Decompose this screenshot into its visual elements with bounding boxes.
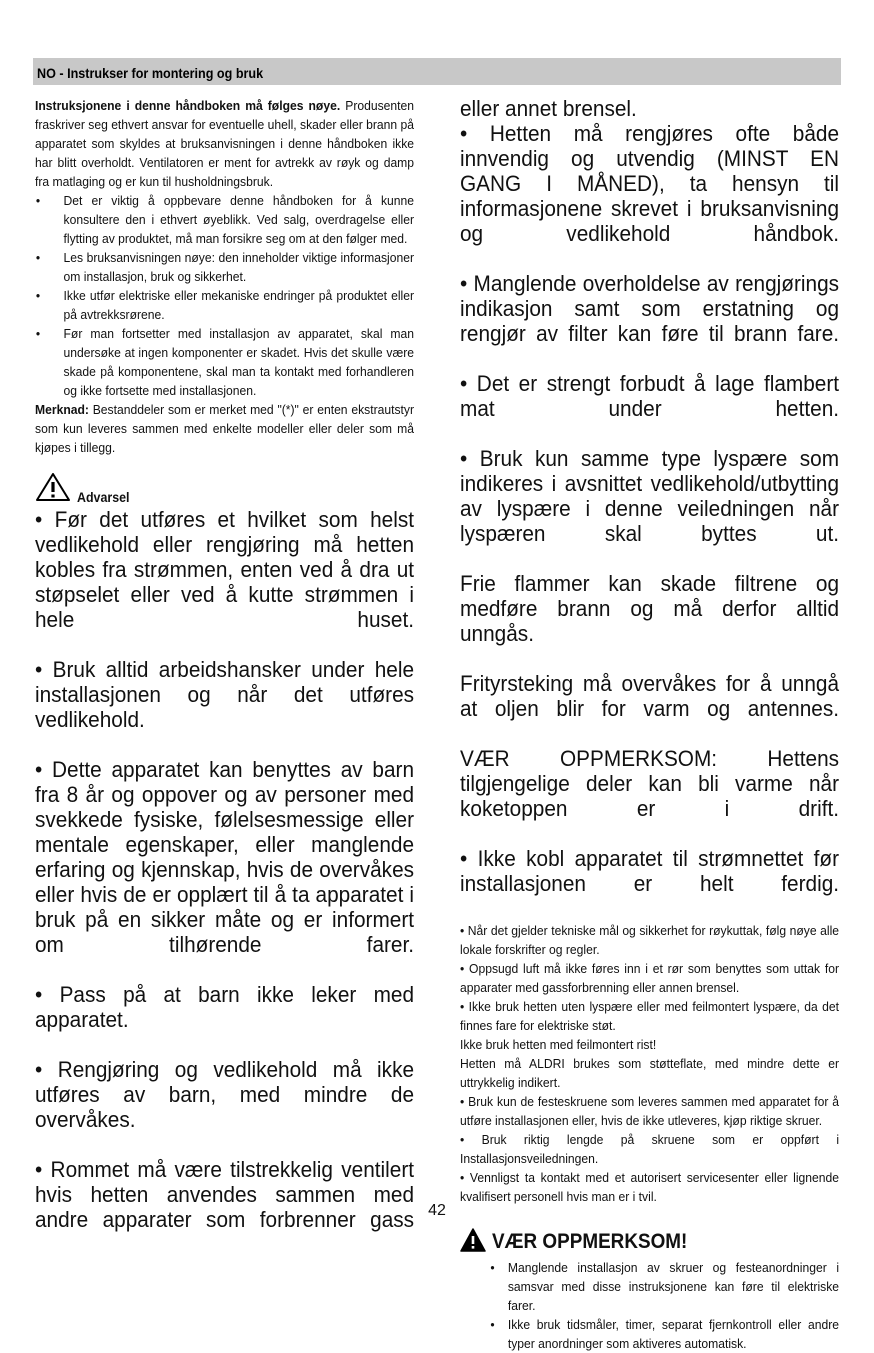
warning-paragraph: • Dette apparatet kan benyttes av barn fra 8 år og oppover og av personer med svekkede fysiske, følelsesmessige eller mentale egenskaper, eller manglende erfaring og kjennskap, hvis de overvåkes eller hvis de er opplært til å ta apparatet i bruk på en sikker måte og er informert om tilhørende farer. xyxy=(35,757,415,957)
warning-paragraph: Frityrsteking må overvåkes for å unngå at oljen blir for varm og antennes. xyxy=(460,671,840,721)
bullet-text: Det er viktig å oppbevare denne håndboken for å kunne konsultere den i ethvert øyeblikk. Ved salg, overdragelse eller flytting av produktet, må man forsikre seg om at den følger med. xyxy=(63,193,415,246)
note-line: • Ikke bruk hetten uten lyspære eller med feilmontert lyspære, da det finnes fare for elektriske støt. xyxy=(460,999,840,1033)
note-line: Hetten må ALDRI brukes som støtteflate, med mindre dette er uttrykkelig indikert. xyxy=(460,1056,840,1090)
left-column xyxy=(35,96,414,1257)
intro-bullet xyxy=(35,286,414,324)
attention-heading xyxy=(460,1228,839,1256)
note-line: • Bruk kun de festeskruene som leveres sammen med apparatet for å utføre installasjonen eller, hvis de ikke utleveres, kjøp riktige skruer. xyxy=(460,1094,840,1128)
note-line: • Oppsugd luft må ikke føres inn i et rør som benyttes som uttak for apparater med gassforbrenning eller annen brensel. xyxy=(460,961,840,995)
intro-bullet xyxy=(35,191,414,248)
warning-paragraph: • Bruk alltid arbeidshansker under hele installasjonen og når det utføres vedlikehold. xyxy=(35,657,415,732)
warning-paragraph: • Rengjøring og vedlikehold må ikke utføres av barn, med mindre de overvåkes. xyxy=(35,1057,415,1132)
bullet-text: Les bruksanvisningen nøye: den inneholder viktige informasjoner om installasjon, bruk og sikkerhet. xyxy=(63,250,415,284)
attention-bullet xyxy=(460,1315,839,1353)
warning-paragraph: VÆR OPPMERKSOM: Hettens tilgjengelige deler kan bli varme når koketoppen er i drift. xyxy=(460,746,840,821)
right-column xyxy=(460,96,839,1353)
warning-paragraph: Frie flammer kan skade filtrene og medføre brann og må derfor alltid unngås. xyxy=(460,571,840,646)
attention-label: VÆR OPPMERKSOM! xyxy=(492,1230,688,1253)
warning-paragraph: eller annet brensel. xyxy=(460,96,637,121)
warning-paragraph: • Bruk kun samme type lyspære som indikeres i avsnittet vedlikehold/utbytting av lyspære i denne veiledningen når lyspæren skal byttes ut. xyxy=(460,446,840,546)
note-line: • Bruk riktig lengde på skruene som er oppført i Installasjonsveiledningen. xyxy=(460,1132,840,1166)
bullet-text: Før man fortsetter med installasjon av apparatet, skal man undersøke at ingen komponenter er skadet. Hvis det skulle være skade på komponentene, skal man ta kontakt med forhandleren og ikke fortsette med installasjonen. xyxy=(63,326,415,398)
bullet-mark: • xyxy=(35,250,41,265)
note-line: • Når det gjelder tekniske mål og sikkerhet for røykuttak, følg nøye alle lokale forskrifter og regler. xyxy=(460,923,840,957)
note-label: Merknad: xyxy=(35,402,89,417)
intro-bold: Instruksjonene i denne håndboken må følges nøye. xyxy=(35,98,341,113)
attention-list xyxy=(460,1258,839,1353)
attention-bullet xyxy=(460,1258,839,1315)
intro-block xyxy=(35,96,414,457)
bullet-mark: • xyxy=(490,1260,495,1275)
bullet-text: Ikke utfør elektriske eller mekaniske endringer på produktet eller på avtrekksrørene. xyxy=(63,288,415,322)
bullet-text: Ikke bruk tidsmåler, timer, separat fjernkontroll eller andre typer anordninger som aktiveres automatisk. xyxy=(507,1317,840,1351)
section-header-bar xyxy=(33,58,841,85)
bullet-mark: • xyxy=(35,288,41,303)
warning-paragraph: • Det er strengt forbudt å lage flambert mat under hetten. xyxy=(460,371,840,421)
warning-paragraph: • Ikke kobl apparatet til strømnettet før installasjonen er helt ferdig. xyxy=(460,846,840,896)
page-number: 42 xyxy=(428,1202,446,1219)
note-paragraph xyxy=(35,400,414,457)
note-line: Ikke bruk hetten med feilmontert rist! xyxy=(460,1037,657,1052)
bullet-mark: • xyxy=(35,193,41,208)
warning-paragraph: • Manglende overholdelse av rengjørings indikasjon samt som erstatning og rengjør av filter kan føre til brann fare. xyxy=(460,271,840,346)
right-small-notes xyxy=(460,921,839,1206)
warning-triangle-icon xyxy=(35,472,71,507)
left-warnings xyxy=(35,507,414,1257)
note-line: • Vennligst ta kontakt med et autorisert servicesenter eller lignende kvalifisert personell hvis man er i tvil. xyxy=(460,1170,840,1204)
warning-paragraph: • Hetten må rengjøres ofte både innvendig og utvendig (MINST EN GANG I MÅNED), ta hensyn til informasjonene skrevet i bruksanvisning og vedlikehold håndbok. xyxy=(460,121,840,246)
intro-bullet xyxy=(35,248,414,286)
warning-paragraph: • Rommet må være tilstrekkelig ventilert hvis hetten anvendes sammen med andre apparater som forbrenner gass xyxy=(35,1157,415,1232)
warning-triangle-icon xyxy=(460,1228,486,1257)
right-warnings xyxy=(460,96,839,921)
note-text: Bestanddeler som er merket med "(*)" er enten ekstrautstyr som kun leveres sammen med enkelte modeller eller deler som må kjøpes i tillegg. xyxy=(35,402,415,455)
bullet-text: Manglende installasjon av skruer og festeanordninger i samsvar med disse instruksjonene kan føre til elektriske farer. xyxy=(507,1260,840,1313)
bullet-mark: • xyxy=(490,1317,495,1332)
bullet-mark: • xyxy=(35,326,41,341)
section-title: NO - Instrukser for montering og bruk xyxy=(37,65,264,81)
intro-text: Produsenten fraskriver seg ethvert ansvar for eventuelle uhell, skader eller brann på apparatet som skyldes at bruksanvisningen i denne håndboken ikke har blitt overholdt. Ventilatoren er ment for avtrekk av røyk og damp fra matlaging og er kun til husholdningsbruk. xyxy=(35,98,415,189)
warning-heading xyxy=(35,473,414,507)
intro-bullet xyxy=(35,324,414,400)
warning-paragraph: • Pass på at barn ikke leker med apparatet. xyxy=(35,982,415,1032)
warning-label: Advarsel xyxy=(77,490,130,505)
intro-paragraph xyxy=(35,96,414,191)
warning-paragraph: • Før det utføres et hvilket som helst vedlikehold eller rengjøring må hetten kobles fra strømmen, enten ved å dra ut støpselet eller ved å kutte strømmen i hele huset. xyxy=(35,507,415,632)
